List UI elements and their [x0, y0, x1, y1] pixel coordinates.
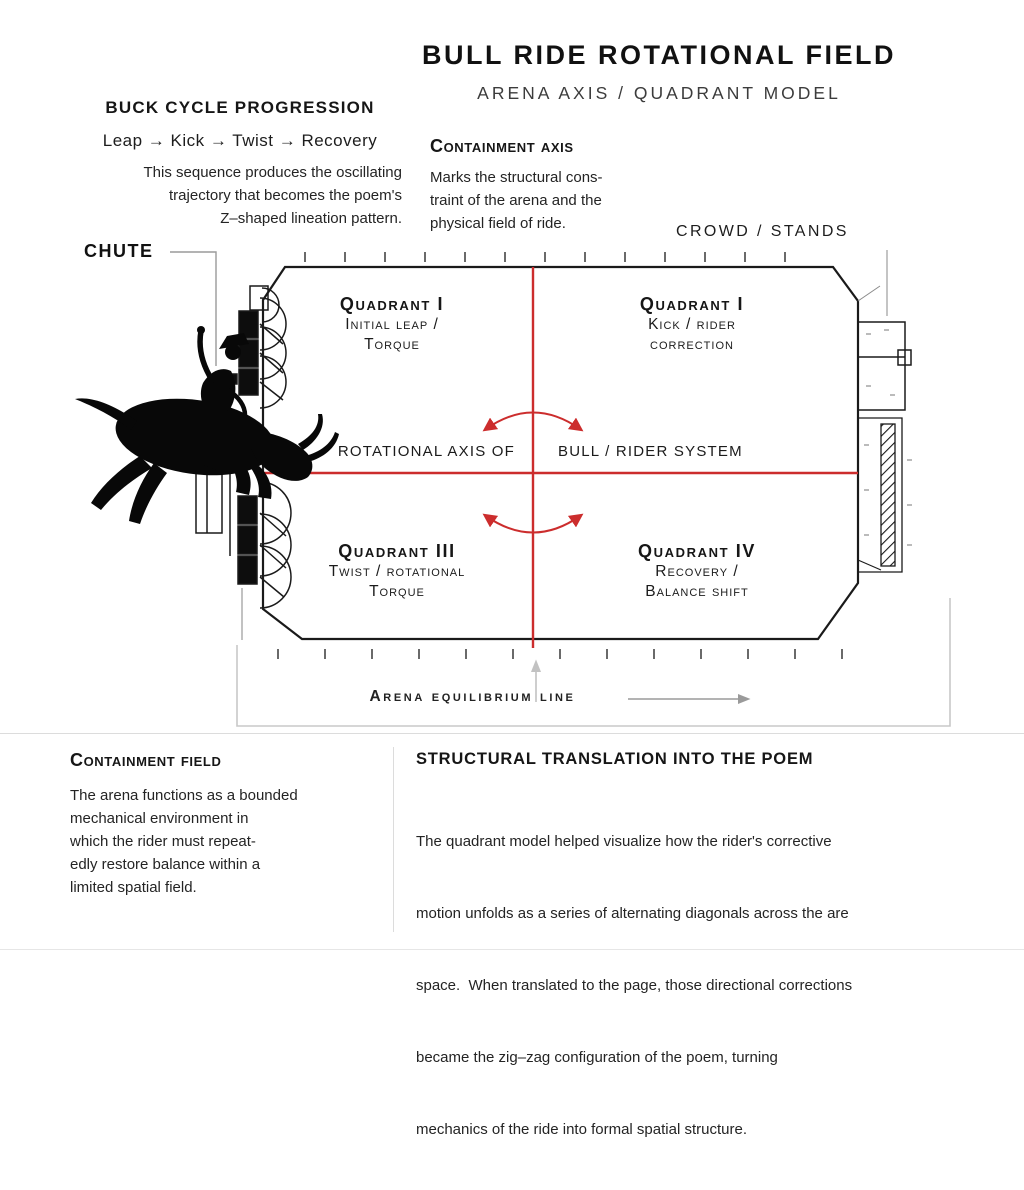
quadrant-1-label [287, 294, 497, 355]
containment-field-block [70, 750, 370, 899]
containment-field-heading: Containment field [70, 750, 222, 770]
chute-label: CHUTE [84, 241, 154, 261]
text-line: The quadrant model helped visualize how the rider's corrective [416, 833, 832, 850]
quadrant-line: Balance shift [645, 583, 749, 600]
buck-cycle-heading: BUCK CYCLE PROGRESSION [105, 98, 375, 117]
containment-axis-text [430, 166, 680, 235]
tick-marks-top [305, 252, 785, 262]
text-line: physical field of ride. [430, 215, 566, 232]
page-title: BULL RIDE ROTATIONAL FIELD [422, 40, 896, 70]
text-line: became the zig–zag configuration of the poem, turning [416, 1049, 778, 1066]
text-line: traint of the arena and the [430, 192, 602, 209]
buck-cycle-block [55, 98, 425, 151]
equilibrium-line-label: Arena equilibrium line [369, 688, 576, 705]
chute-leader-line [170, 252, 216, 366]
text-line: Marks the structural cons- [430, 169, 603, 186]
axis-label-left: ROTATIONAL AXIS OF [337, 443, 515, 460]
structural-translation-heading: STRUCTURAL TRANSLATION INTO THE POEM [416, 750, 814, 768]
containment-axis-heading: Containment axis [430, 136, 574, 156]
tick-marks-bottom [278, 649, 842, 659]
quadrant-line: Torque [369, 583, 425, 600]
quadrant-line: Recovery / [655, 563, 739, 580]
quadrant-2-label [587, 294, 797, 355]
quadrant-line: Twist / rotational [328, 563, 466, 580]
axis-label-right: BULL / RIDER SYSTEM [558, 443, 743, 460]
containment-axis-block [430, 136, 680, 235]
buck-cycle-sequence: Leap → Kick → Twist → Recovery [102, 131, 378, 150]
quadrant-line: Initial leap / [345, 316, 439, 333]
quadrant-name: Quadrant III [338, 541, 456, 561]
text-line: The arena functions as a bounded [70, 787, 298, 804]
quadrant-name: Quadrant I [339, 294, 445, 314]
quadrant-name: Quadrant I [639, 294, 745, 314]
footer-column-divider [393, 747, 394, 932]
quadrant-3-label [292, 541, 502, 602]
description-line: trajectory that becomes the poem's [169, 187, 402, 204]
quadrant-line: correction [650, 336, 734, 353]
quadrant-4-label [592, 541, 802, 602]
structural-translation-block [416, 750, 986, 1190]
text-line: edly restore balance within a [70, 856, 261, 873]
text-line: motion unfolds as a series of alternating diagonals across the are [416, 905, 849, 922]
stands-annex-right [858, 286, 912, 572]
text-line: space. When translated to the page, those directional corrections [416, 977, 853, 994]
crowd-stands-label: CROWD / STANDS [676, 223, 849, 240]
description-line: This sequence produces the oscillating [143, 164, 402, 181]
page-subtitle: ARENA AXIS / QUADRANT MODEL [477, 83, 841, 103]
footer-divider [0, 733, 1024, 734]
structural-translation-text [416, 782, 986, 1190]
text-line: mechanics of the ride into formal spatial structure. [416, 1121, 747, 1138]
text-line: mechanical environment in [70, 810, 249, 827]
quadrant-name: Quadrant IV [638, 541, 756, 561]
quadrant-line: Torque [364, 336, 420, 353]
title-block [294, 40, 1024, 104]
text-line: which the rider must repeat- [70, 833, 256, 850]
text-line: limited spatial field. [70, 879, 197, 896]
buck-cycle-description [62, 161, 402, 230]
description-line: Z–shaped lineation pattern. [220, 210, 402, 227]
quadrant-line: Kick / rider [648, 316, 736, 333]
containment-field-text [70, 784, 370, 899]
